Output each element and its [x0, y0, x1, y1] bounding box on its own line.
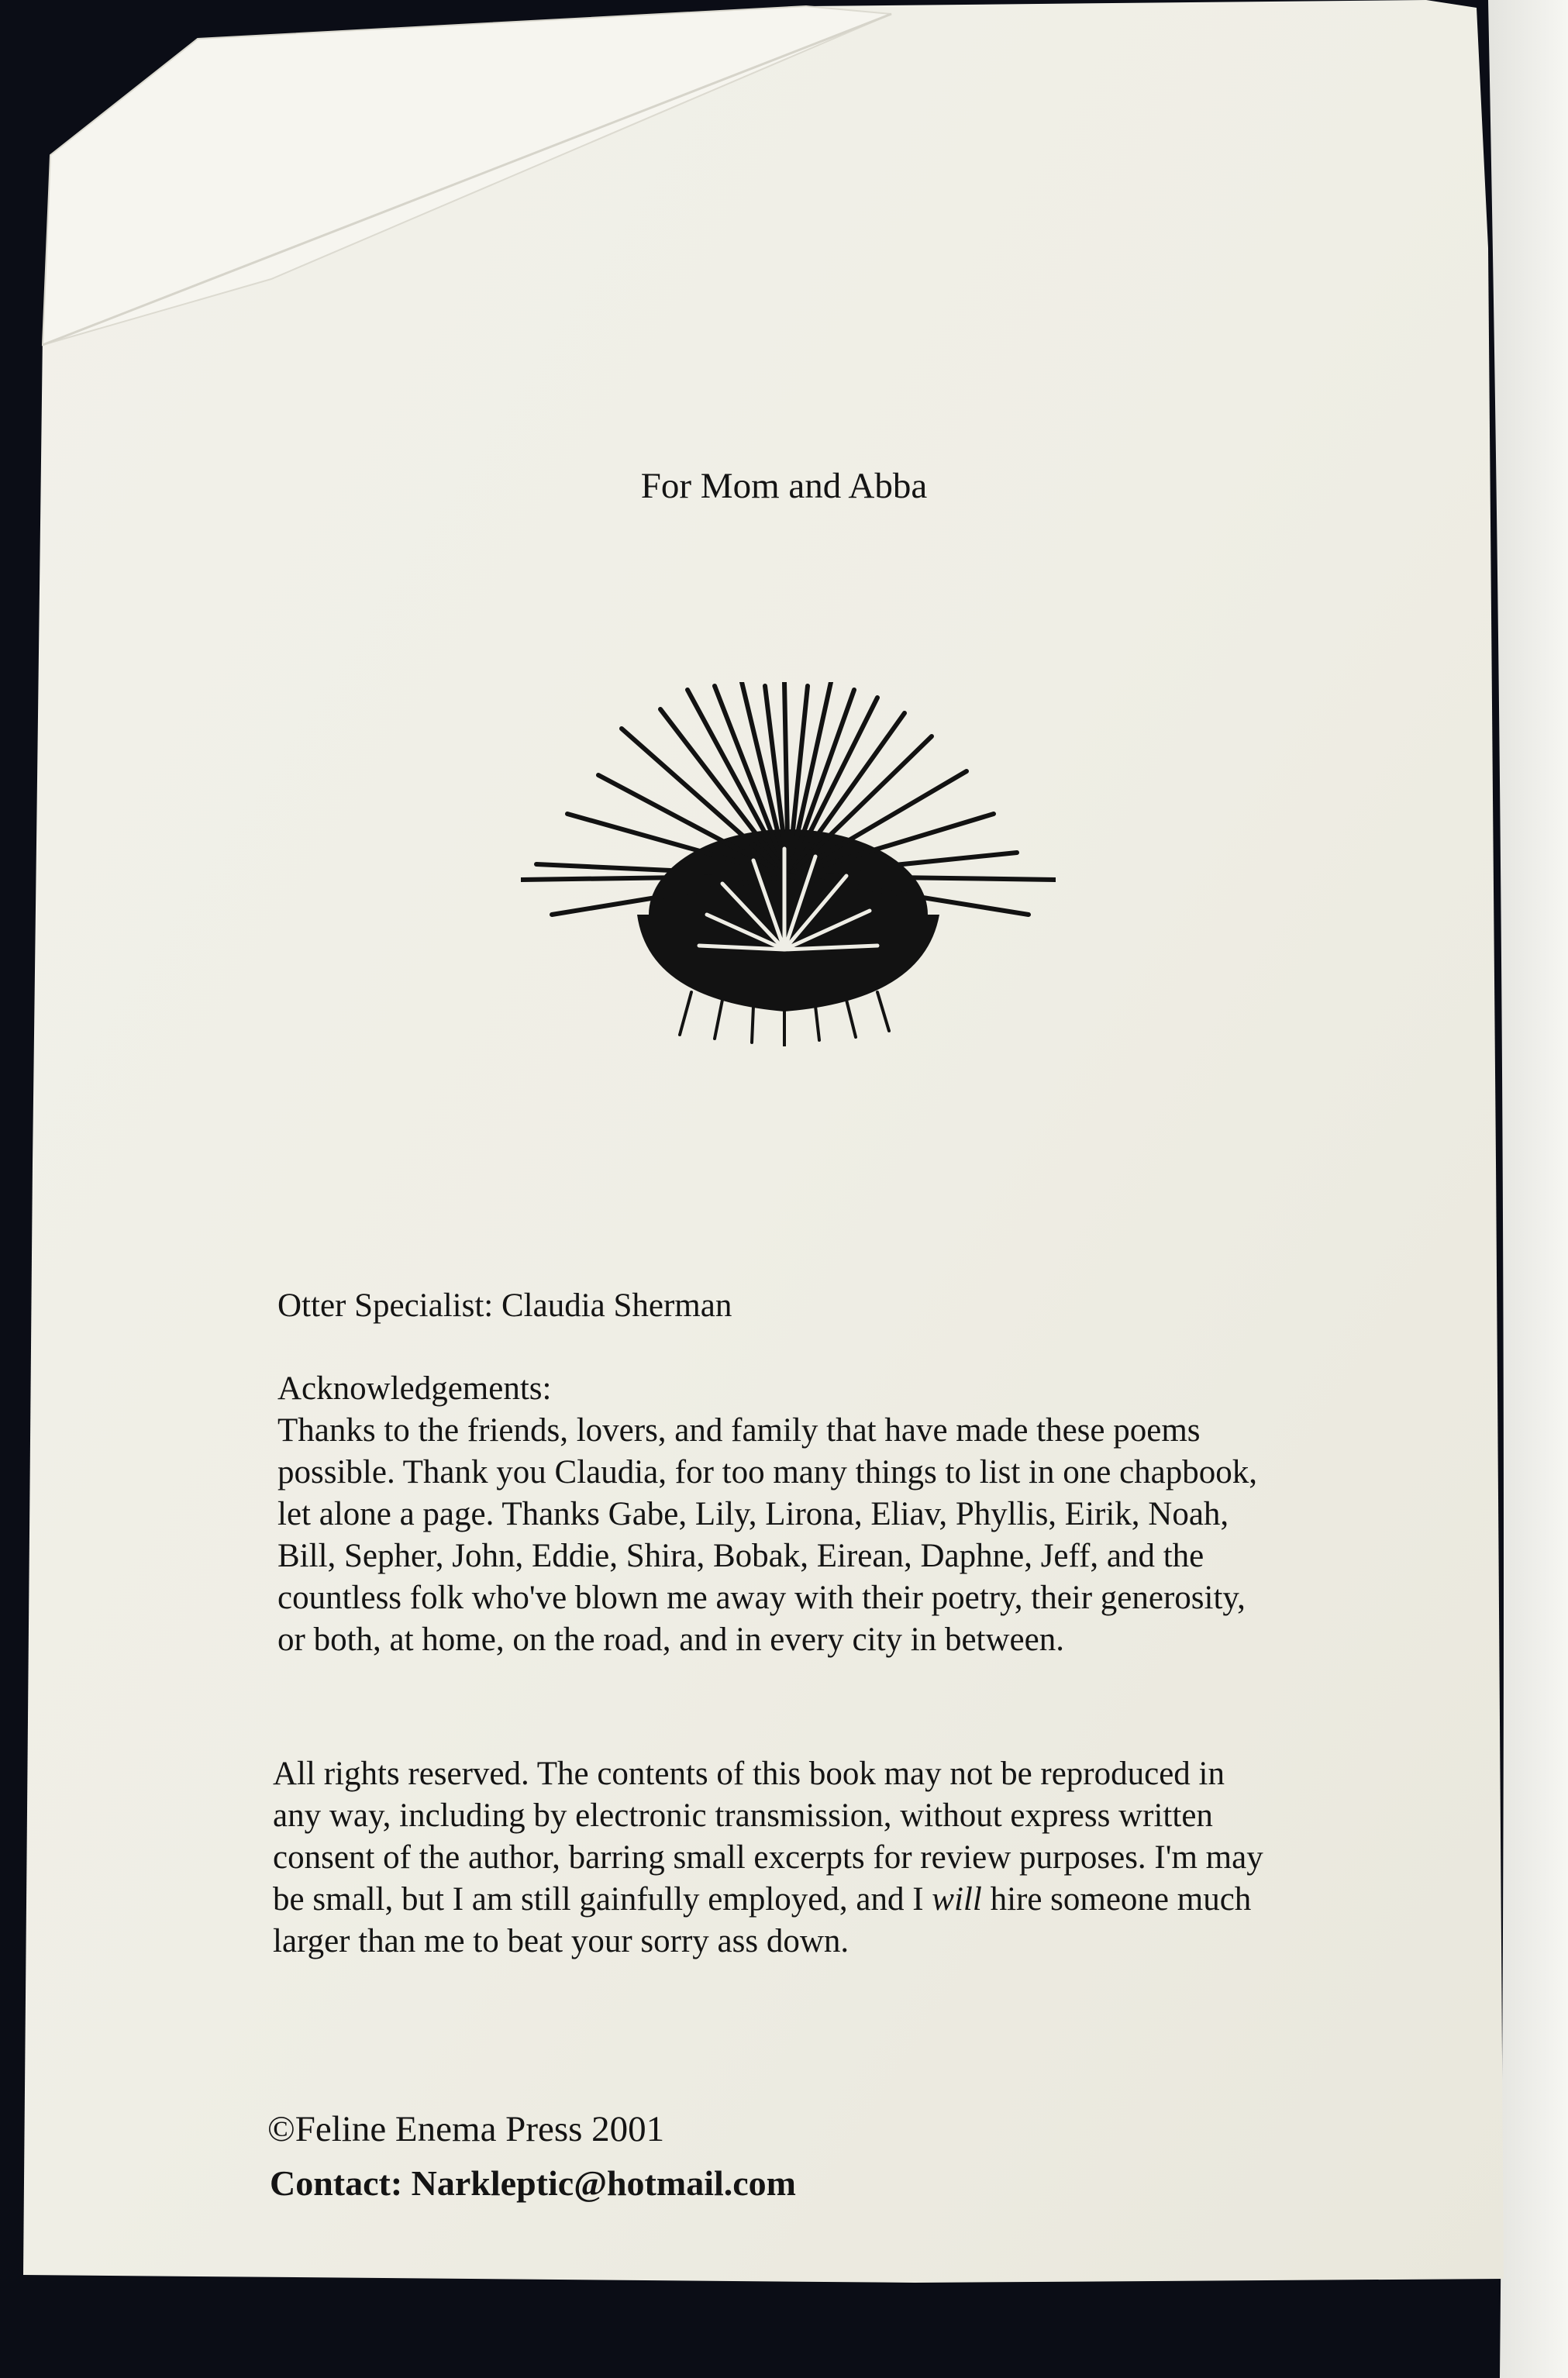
- acknowledgements-body: Thanks to the friends, lovers, and family that have made these poems possible. Thank you Claudia, for too many things to list in one chapbook, let alone a page. Thanks Gabe, Lily, Lirona, Eliav, Phyllis, Eirik, Noah, Bill, Sepher, John, Eddie, Shira, Bobak, Eirean, Daphne, Jeff, and the countless folk who've blown me away with their poetry, their generosity, or both, at home, on the road, and in every city in between.: [277, 1412, 1257, 1658]
- otter-specialist-credit: Otter Specialist: Claudia Sherman: [277, 1287, 732, 1324]
- copyright-line: ©Feline Enema Press 2001: [267, 2109, 665, 2149]
- rights-text-before: All rights reserved. The contents of this book may not be reproduced in any way, including by electronic transmission, without express written consent of the author, barring small excerpts for review purposes. I'm may be small, but I am still gainfully employed, and I: [273, 1756, 1263, 1918]
- rights-notice: [273, 1753, 1273, 1963]
- rights-text-after: hire someone much larger than me to beat your sorry ass down.: [273, 1881, 1252, 1959]
- dedication: For Mom and Abba: [640, 466, 928, 506]
- acknowledgements-section: [277, 1368, 1277, 1661]
- contact-line: Contact: Narkleptic@hotmail.com: [270, 2163, 796, 2203]
- rights-emphasis: will: [932, 1881, 982, 1918]
- acknowledgements-heading: Acknowledgements:: [277, 1370, 552, 1407]
